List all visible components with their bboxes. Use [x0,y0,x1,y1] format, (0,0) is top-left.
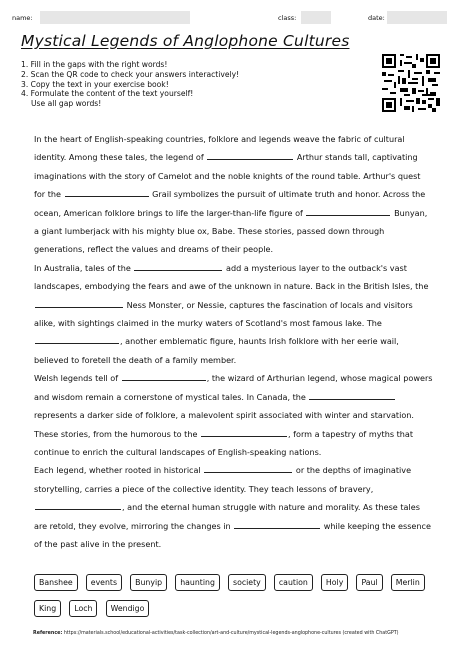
class-label: class: [278,14,297,22]
gap-blank[interactable] [122,372,206,381]
class-field[interactable] [301,11,331,24]
gap-blank[interactable] [65,188,149,197]
reference-label: Reference: [33,631,63,636]
word-chip[interactable]: Banshee [34,574,78,591]
instruction-item: 3. Copy the text in your exercise book! [21,79,169,89]
qr-code-icon[interactable] [382,54,440,112]
word-chip[interactable]: haunting [175,574,220,591]
word-chip[interactable]: Loch [69,600,97,617]
worksheet-title: Mystical Legends of Anglophone Cultures [21,32,350,50]
paragraph-arthur: In the heart of English-speaking countries, folklore and legends weave the fabric of cultural identity. Among these tales, the legend of Arthur stands tall, captivating imaginations with the story of Camelot and the noble knights of the round table. Arthur's quest for the Grail symbolizes the pursuit of ultimate truth and honor. Across the ocean, American folklore brings to life the larger-than-life figure of Bunyan, a giant lumberjack with his mighty blue ox, Babe. These stories, passed down through generations, reflect the values and dreams of their people. [34,134,428,255]
header-bar [6,9,454,27]
gap-blank[interactable] [309,391,395,400]
instruction-item: 2. Scan the QR code to check your answers interactively! [21,69,240,79]
instruction-item: Use all gap words! [31,99,102,109]
gap-blank[interactable] [234,520,320,529]
gap-blank[interactable] [134,262,222,271]
name-label: name: [12,14,33,22]
word-chip[interactable]: Merlin [391,574,425,591]
word-bank [34,570,434,622]
gap-blank[interactable] [207,151,293,160]
word-chip[interactable]: society [228,574,266,591]
word-chip[interactable]: caution [274,574,313,591]
word-chip[interactable]: Bunyip [130,574,167,591]
gap-blank[interactable] [201,428,287,437]
word-chip[interactable]: King [34,600,61,617]
reference-note [33,631,399,636]
paragraph-legacy: Each legend, whether rooted in historical or the depths of imaginative storytelling, carries a piece of the collective identity. They teach lessons of bravery, , and the eternal human struggle with nature and morality. As these tales are retold, they evolve, mirroring the changes in while keeping the essence of the past alive in the present. [34,465,431,549]
word-chip[interactable]: Paul [356,574,382,591]
word-chip[interactable]: events [86,574,122,591]
paragraph-wales: Welsh legends tell of , the wizard of Arthurian legend, whose magical powers and wisdom remain a cornerstone of mystical tales. In Canada, the represents a darker side of folklore, a malevolent spirit associated with winter and starvation. These stories, from the humorous to the , form a tapestry of myths that continue to enrich the cultural landscapes of English-speaking nations. [34,373,433,457]
gap-blank[interactable] [35,335,119,344]
instruction-item: 4. Formulate the content of the text yourself! [21,89,194,99]
gap-blank[interactable] [35,501,121,510]
word-chip[interactable]: Wendigo [106,600,150,617]
date-field[interactable] [387,11,447,24]
word-chip[interactable]: Holy [321,574,348,591]
gap-blank[interactable] [35,299,123,308]
name-field[interactable] [40,11,190,24]
date-label: date: [368,14,385,22]
gap-blank[interactable] [204,464,292,473]
passage-text [34,130,434,553]
instruction-item: 1. Fill in the gaps with the right words! [21,60,168,69]
gap-blank[interactable] [306,207,390,216]
paragraph-australia: In Australia, tales of the add a mysterious layer to the outback's vast landscapes, embodying the fears and awe of the unknown in nature. Back in the British Isles, the Ness Monster, or Nessie, captures the fascination of locals and visitors alike, with sightings claimed in the murky waters of Scotland's most famous lake. The , another emblematic figure, haunts Irish folklore with her eerie wail, believed to foretell the death of a family member. [34,262,429,365]
instructions-list [21,60,321,109]
reference-link[interactable]: https://materials.school/educational-activities/task-collection/art-and-culture/mystical-legends-anglophone-cultures (created with ChatGPT) [63,631,399,636]
